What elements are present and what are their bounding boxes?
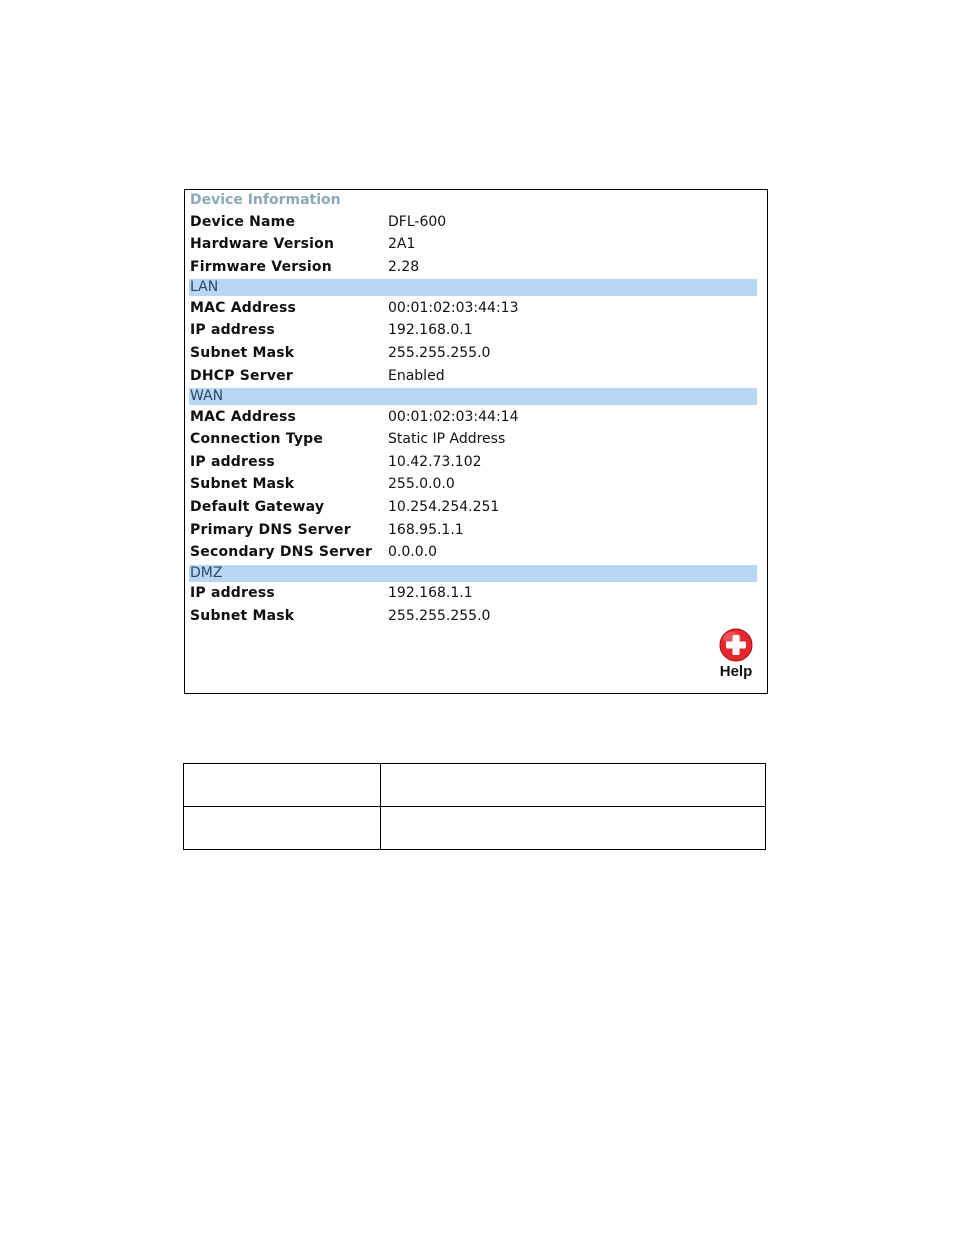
info-value: DFL-600 — [388, 214, 447, 230]
lan-label: Subnet Mask — [190, 345, 295, 361]
wan-value: 00:01:02:03:44:14 — [388, 409, 519, 425]
lan-label: MAC Address — [190, 300, 297, 316]
help-label: Help — [719, 663, 753, 680]
wan-label: Subnet Mask — [190, 476, 295, 492]
wan-value: 255.0.0.0 — [388, 476, 455, 492]
info-value: 2A1 — [388, 236, 416, 252]
wan-label: Default Gateway — [190, 499, 325, 515]
lan-label: DHCP Server — [190, 368, 293, 384]
wan-label: Primary DNS Server — [190, 522, 351, 538]
help-button[interactable] — [714, 628, 758, 688]
table-cell — [184, 764, 381, 807]
table-cell — [184, 807, 381, 850]
description-table — [183, 763, 766, 850]
wan-label: MAC Address — [190, 409, 297, 425]
lan-value: 192.168.0.1 — [388, 322, 473, 338]
info-label: Hardware Version — [190, 236, 335, 252]
dmz-value: 255.255.255.0 — [388, 608, 491, 624]
dmz-value: 192.168.1.1 — [388, 585, 473, 601]
info-label: Firmware Version — [190, 259, 332, 275]
dmz-label: Subnet Mask — [190, 608, 295, 624]
wan-value: 0.0.0.0 — [388, 544, 437, 560]
lan-section-header: LAN — [189, 279, 757, 296]
table-row — [184, 807, 766, 850]
wan-section-header: WAN — [189, 388, 757, 405]
wan-value: Static IP Address — [388, 431, 506, 447]
lan-value: 255.255.255.0 — [388, 345, 491, 361]
wan-label: IP address — [190, 454, 275, 470]
help-plus-icon — [719, 628, 753, 662]
lan-value: 00:01:02:03:44:13 — [388, 300, 519, 316]
dmz-section-header: DMZ — [189, 565, 757, 582]
info-value: 2.28 — [388, 259, 420, 275]
wan-label: Secondary DNS Server — [190, 544, 373, 560]
wan-value: 10.42.73.102 — [388, 454, 482, 470]
table-cell — [381, 764, 766, 807]
table-cell — [381, 807, 766, 850]
device-information-title: Device Information — [190, 192, 341, 208]
table-row — [184, 764, 766, 807]
wan-value: 10.254.254.251 — [388, 499, 500, 515]
device-status-panel — [184, 189, 768, 694]
dmz-label: IP address — [190, 585, 275, 601]
lan-label: IP address — [190, 322, 275, 338]
wan-label: Connection Type — [190, 431, 324, 447]
info-label: Device Name — [190, 214, 296, 230]
wan-value: 168.95.1.1 — [388, 522, 464, 538]
lan-value: Enabled — [388, 368, 445, 384]
